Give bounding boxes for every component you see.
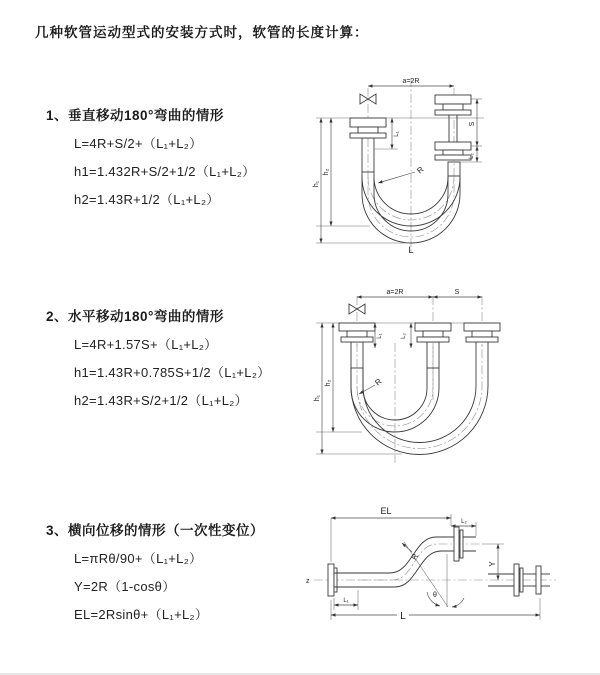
section-2-formula-h2: h2=1.43R+S/2+1/2（L₁+L₂） [74, 393, 248, 408]
dim-label-l2: L₂ [401, 333, 407, 339]
section-2-heading: 2、水平移动180°弯曲的情形 [46, 309, 224, 324]
diagram-vertical-180-bend [312, 72, 582, 257]
dim-label-l1: L₁ [394, 131, 400, 137]
section-1-formula-L: L=4R+S/2+（L₁+L₂） [74, 136, 203, 151]
dimension-a2r [357, 289, 433, 297]
dim-label-a2r: a=2R [386, 289, 404, 296]
dim-label-h2: h₂ [323, 168, 330, 176]
label-length: L [408, 245, 414, 255]
label-radius: R [373, 376, 384, 388]
dim-label-a2r: a=2R [402, 78, 420, 85]
hose-tube-displaced [351, 342, 488, 455]
diagram-lateral-displacement [298, 502, 593, 647]
flange-fitting-left [328, 564, 337, 596]
dim-label-l2: L₂ [461, 519, 467, 525]
page-title: 几种软管运动型式的安装方式时，软管的长度计算： [35, 25, 369, 40]
flange-fitting-top-right [454, 527, 463, 561]
dimension-a2r [368, 78, 454, 86]
dimension-l1 [334, 590, 358, 610]
dim-label-y: Y [488, 561, 497, 567]
label-radius: R [409, 551, 421, 562]
section-1-formula-h2: h2=1.43R+1/2（L₁+L₂） [74, 192, 220, 207]
section-lateral-displacement [46, 517, 264, 629]
dimension-el [331, 506, 451, 562]
dim-label-l1: L₁ [343, 598, 349, 604]
dimension-y [482, 544, 504, 580]
dim-label-l1: L₁ [377, 333, 383, 339]
section-1-formula-h1: h1=1.432R+S/2+1/2（L₁+L₂） [74, 164, 256, 179]
section-vertical-180-bend [46, 102, 255, 214]
flange-fitting-right [464, 323, 500, 342]
dim-label-el: EL [380, 506, 392, 516]
dim-label-h1: h₁ [314, 394, 321, 402]
dim-label-s: S [469, 121, 476, 127]
flange-fitting-middle [415, 323, 451, 342]
dimension-h1-h2 [314, 323, 402, 454]
section-2-formula-L: L=4R+1.57S+（L₁+L₂） [74, 337, 218, 352]
dim-label-h1: h₁ [313, 180, 320, 188]
radius-callout [378, 165, 426, 183]
dim-label-h2: h₂ [325, 379, 332, 387]
dim-label-s: S [454, 289, 460, 296]
flange-fitting-right-top [435, 95, 471, 142]
section-3-formula-EL: EL=2Rsinθ+（L₁+L₂） [74, 607, 209, 622]
dimension-l [331, 598, 540, 622]
section-3-formula-L: L=πRθ/90+（L₁+L₂） [74, 551, 203, 566]
flange-fitting-left [350, 118, 386, 138]
section-3-formula-Y: Y=2R（1-cosθ） [74, 579, 176, 594]
flange-fitting-left [339, 323, 375, 342]
section-1-heading: 1、垂直移动180°弯曲的情形 [46, 108, 224, 123]
dim-label-l: L [400, 611, 406, 622]
label-radius: R [415, 164, 426, 176]
dimension-l1 [375, 323, 383, 348]
flange-fitting-right-bottom [435, 142, 471, 160]
section-horizontal-180-bend [46, 303, 270, 415]
label-theta: θ [433, 592, 437, 599]
dimension-s [433, 289, 482, 297]
z-mark: z [306, 578, 310, 585]
dim-label-l2: L₂ [469, 153, 475, 159]
section-2-formula-h1: h1=1.43R+0.785S+1/2（L₁+L₂） [74, 365, 271, 380]
dimension-l2 [401, 323, 411, 348]
diagram-horizontal-180-bend [312, 288, 592, 468]
section-3-heading: 3、横向位移的情形（一次性变位） [46, 523, 265, 538]
